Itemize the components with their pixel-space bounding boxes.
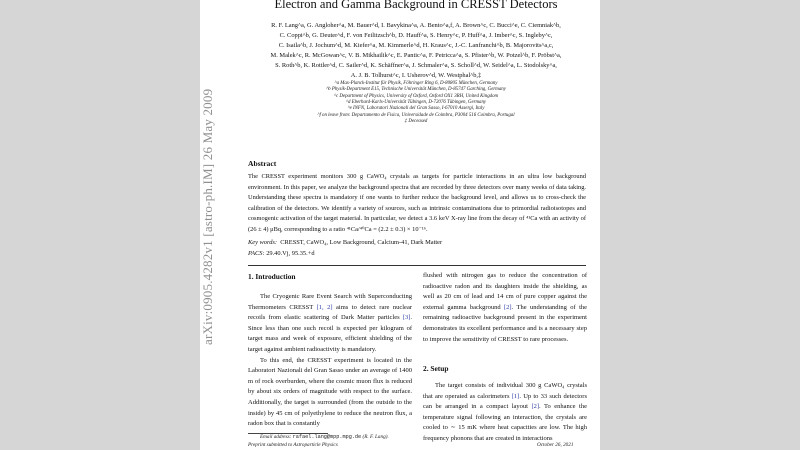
pacs-line (248, 249, 586, 260)
author-list (246, 21, 586, 81)
pacs-value: 29.40.Vj, 95.35.+d (266, 249, 315, 257)
citation-link[interactable]: [2] (531, 403, 540, 411)
section-heading-setup: 2. Setup (423, 364, 449, 373)
affiliation: ^c Department of Physics, University of Oxford, Oxford OX1 3RH, United Kingdom (333, 93, 499, 99)
citation-link[interactable]: [2] (503, 303, 512, 311)
intro-paragraph-1: The Cryogenic Rare Event Search with Superconducting Thermometers CRESST [1, 2] aims to detect rare nuclear recoils from elastic scattering of Dark Matter particles [3]. Since less than one such recoil is expected per kilogram of target mass and week of exposure, efficient shielding of the target against ambient radioactivity is mandatory. (248, 293, 412, 353)
affiliation: ^b Physik-Department E15, Technische Universität München, D-85747 Garching, Germany (326, 87, 506, 93)
right-column (423, 271, 587, 345)
intro-paragraph-2: To this end, the CRESST experiment is located in the Laboratori Nazionali del Gran Sasso under an average of 1400 m of rock overburden, where the cosmic muon flux is reduced by about six orders of magnitude with respect to the surface. Additionally, the target is surrounded (from the outside to the inside) by 45 cm of polyethylene to reduce the neutron flux, a radon box that is constantly (248, 356, 412, 428)
author-line: C. Coppi^b, G. Deuter^d, F. von Feilitzsch^b, D. Hauff^a, S. Henry^c, P. Huff^a, J. Imber^c, S. Ingleby^c, (279, 32, 553, 39)
keywords-line (248, 238, 586, 249)
affiliation: ^d Eberhard-Karls-Universität Tübingen, D-72076 Tübingen, Germany (345, 100, 487, 106)
abstract-text: The CRESST experiment monitors 300 g CaWO₄ crystals as targets for particle interactions in an ultra low background environment. In this paper, we analyze the background spectra that are recorded by three detectors over many weeks of data taking. Understanding these spectra is mandatory if one wants to further reduce the background level, and allows us to cross-check the calibration of the detectors. We identify a variety of sources, such as intrinsic contaminations due to primordial radioisotopes and cosmogenic activation of the target material. In particular, we detect a 3.6 keV X-ray line from the decay of ⁴¹Ca with an activity of (26 ± 4) μBq, corresponding to a ratio ⁴¹Ca/⁴⁰Ca = (2.2 ± 0.3) × 10⁻¹⁶. (248, 173, 586, 233)
citation-link[interactable]: [3] (402, 314, 411, 322)
email-footnote (260, 434, 389, 440)
citation-link[interactable]: [1, 2] (316, 303, 333, 311)
email-address[interactable]: rafael.lang@mpp.mpg.de (292, 434, 362, 440)
author-line: C. Isaila^b, J. Jochum^d, M. Kiefer^a, M. Kimmerle^d, H. Kraus^c, J.-C. Lanfranchi^b, B. Majorovits^a,c, (278, 42, 554, 49)
keywords-label: Key words: (248, 239, 278, 246)
affiliation: ^e INFN, Laboratori Nazionali del Gran Sasso, I-67010 Assergi, Italy (347, 106, 485, 112)
preprint-date: October 26, 2021 (537, 442, 574, 448)
keywords-value: CRESST, CaWO₄, Low Background, Calcium-41, Dark Matter (280, 239, 443, 246)
author-line: A. J. B. Tolhurst^c, I. Usherov^d, W. Westphal^b,‡ (350, 72, 482, 79)
affiliation: ^f on leave from: Departamento de Fisica, Universidade de Coimbra, P3004 516 Coimbra, Portugal (317, 112, 515, 118)
section-heading-introduction: 1. Introduction (248, 272, 296, 281)
setup-paragraph-1: The target consists of individual 300 g CaWO₄ crystals that are operated as calorimeters [1]. Up to 33 such detectors can be arranged in a compact layout [2]. To enhance the temperature signal following an interaction, the crystals are cooled to ∼ 15 mK where heat capacities are low. The high frequency phonons that are created in interactions (423, 382, 587, 442)
email-suffix: (R. F. Lang). (361, 434, 389, 440)
affiliation: ^a Max-Planck-Institut für Physik, Föhringer Ring 6, D-80805 München, Germany (334, 81, 498, 86)
author-line: S. Roth^b, K. Rottler^d, C. Sailer^d, K. Schäffner^a, J. Schmaler^a, S. Scholl^d, W. Seidel^a, L. Stodolsky^a, (275, 62, 557, 69)
author-line: M. Malek^c, R. McGowan^c, V. B. Mikhailik^c, E. Pantic^a, F. Petricca^a, S. Pfister^b, W. Potzel^b, F. Pröbst^a, (270, 52, 562, 59)
preprint-note: Preprint submitted to Astroparticle Physics (248, 442, 338, 448)
author-line: R. F. Lang^a, G. Angloher^a, M. Bauer^d, I. Bavykina^a, A. Bento^a,f, A. Brown^c, C. Bucci^e, C. Ciemniak^b, (271, 22, 561, 29)
affiliation-list (246, 81, 586, 125)
left-column (248, 292, 412, 430)
setup-column (423, 381, 587, 445)
abstract-heading: Abstract (248, 159, 277, 168)
affiliation: ‡ Deceased (404, 119, 428, 125)
pacs-label: PACS: (248, 249, 265, 257)
paper-title: Electron and Gamma Background in CRESST Detectors (274, 0, 558, 11)
keywords-block (248, 238, 586, 259)
citation-link[interactable]: [1] (511, 392, 520, 400)
email-label: Email address: (260, 434, 292, 440)
intro-paragraph-3: flushed with nitrogen gas to reduce the concentration of radioactive radon and its daughters inside the shielding, as well as 20 cm of lead and 14 cm of pure copper against the external gamma background [2]. The understanding of the remaining radioactive background present in the experiment demonstrates its excellent performance and is a necessary step to improve the sensitivity of CRESST to rare processes. (423, 272, 588, 343)
abstract-divider (248, 265, 586, 266)
arxiv-stamp: arXiv:0905.4282v1 [astro-ph.IM] 26 May 2009 (200, 88, 215, 345)
